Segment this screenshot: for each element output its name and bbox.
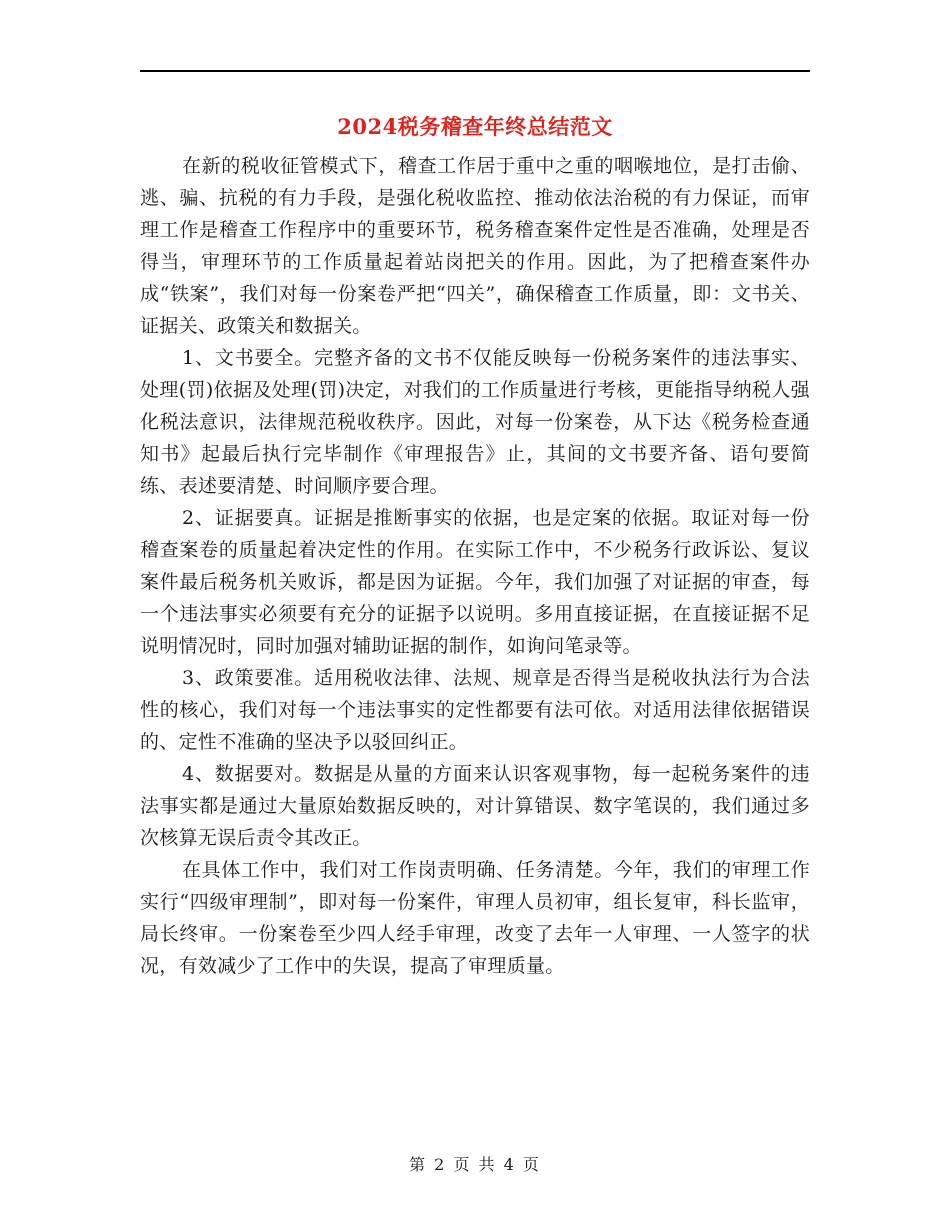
document-body	[140, 150, 810, 982]
page-number: 第 2 页 共 4 页	[409, 1155, 541, 1174]
paragraph-data: 4、数据要对。数据是从量的方面来认识客观事物，每一起税务案件的违法事实都是通过大量原始数据反映的，对计算错误、数字笔误的，我们通过多次核算无误后责令其改正。	[140, 763, 810, 849]
header-rule	[140, 70, 810, 72]
paragraph-evidence: 2、证据要真。证据是推断事实的依据，也是定案的依据。取证对每一份稽查案卷的质量起着决定性的作用。在实际工作中，不少税务行政诉讼、复议案件最后税务机关败诉，都是因为证据。今年，我们加强了对证据的审查，每一个违法事实必须要有充分的证据予以说明。多用直接证据，在直接证据不足说明情况时，同时加强对辅助证据的制作，如询问笔录等。	[140, 507, 810, 657]
paragraph-intro: 在新的税收征管模式下，稽查工作居于重中之重的咽喉地位，是打击偷、逃、骗、抗税的有力手段，是强化税收监控、推动依法治税的有力保证，而审理工作是稽查工作程序中的重要环节，税务稽查案件定性是否准确，处理是否得当，审理环节的工作质量起着站岗把关的作用。因此，为了把稽查案件办成“铁案”，我们对每一份案卷严把“四关”，确保稽查工作质量，即：文书关、证据关、政策关和数据关。	[140, 155, 810, 337]
paragraph-review-system: 在具体工作中，我们对工作岗责明确、任务清楚。今年，我们的审理工作实行“四级审理制”，即对每一份案件，审理人员初审，组长复审，科长监审，局长终审。一份案卷至少四人经手审理，改变了去年一人审理、一人签字的状况，有效减少了工作中的失误，提高了审理质量。	[140, 859, 810, 977]
document-title: 2024税务稽查年终总结范文	[337, 114, 613, 139]
paragraph-policy: 3、政策要准。适用税收法律、法规、规章是否得当是税收执法行为合法性的核心，我们对每一个违法事实的定性都要有法可依。对适用法律依据错误的、定性不准确的坚决予以驳回纠正。	[140, 667, 810, 753]
paragraph-documents: 1、文书要全。完整齐备的文书不仅能反映每一份税务案件的违法事实、处理(罚)依据及处理(罚)决定，对我们的工作质量进行考核，更能指导纳税人强化税法意识，法律规范税收秩序。因此，对每一份案卷，从下达《税务检查通知书》起最后执行完毕制作《审理报告》止，其间的文书要齐备、语句要简练、表述要清楚、时间顺序要合理。	[140, 347, 810, 497]
